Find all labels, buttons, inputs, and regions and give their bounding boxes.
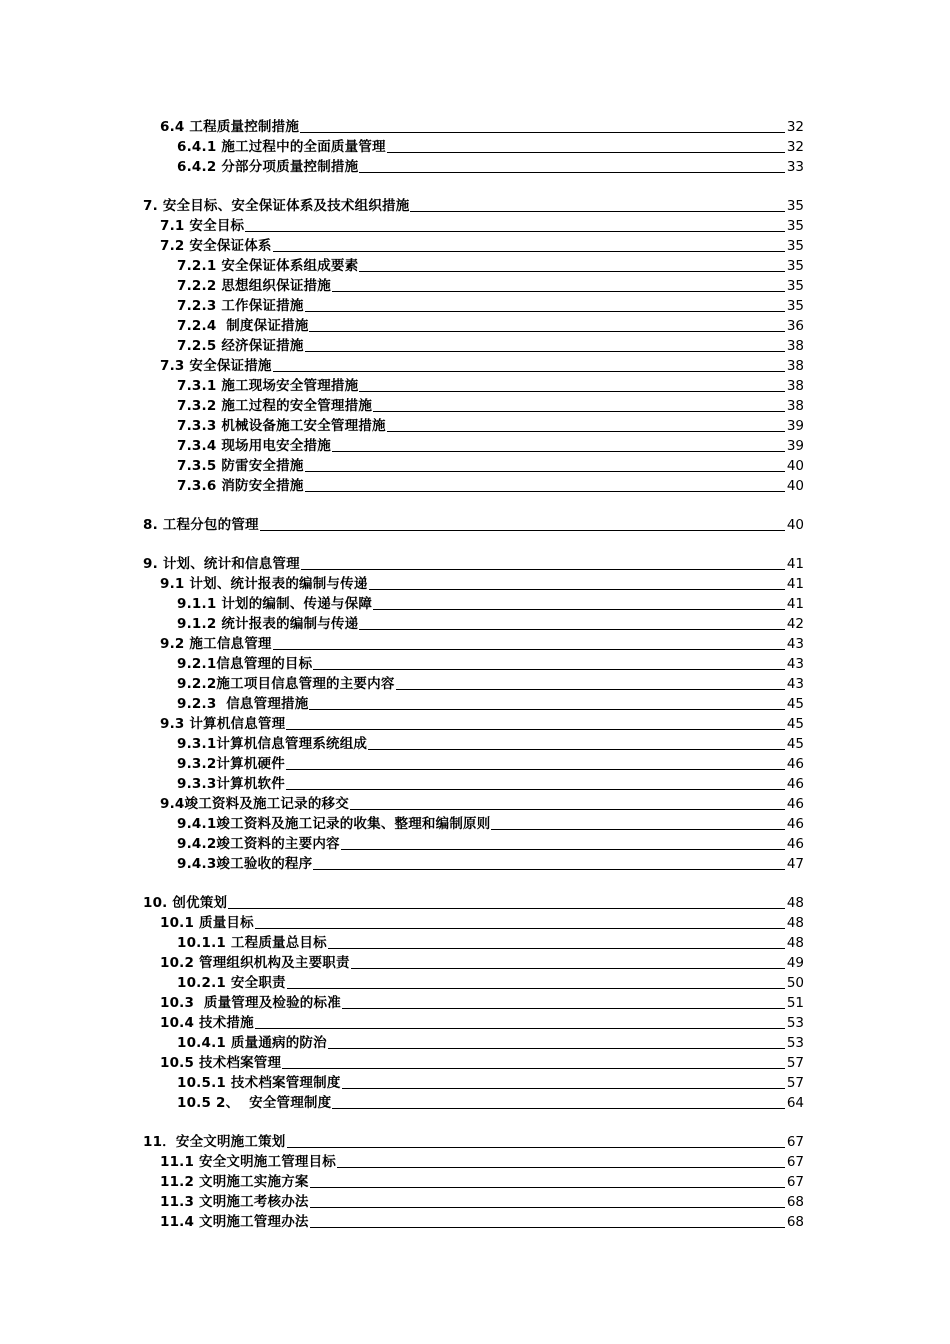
toc-page-number: 38 xyxy=(786,358,804,374)
toc-page-number: 57 xyxy=(786,1075,804,1091)
toc-leader-line xyxy=(273,649,785,650)
toc-entry-title: 7.2.3 工作保证措施 xyxy=(177,298,304,314)
toc-leader-line xyxy=(305,311,785,312)
toc-leader-line xyxy=(387,431,785,432)
toc-page-number: 35 xyxy=(786,298,804,314)
toc-entry[interactable] xyxy=(0,1150,950,1170)
toc-page-number: 32 xyxy=(786,139,804,155)
toc-entry-line xyxy=(0,1071,804,1091)
toc-entry-title: 10.4 技术措施 xyxy=(160,1015,254,1031)
toc-entry[interactable] xyxy=(0,414,950,434)
toc-entry-title: 10.5 2、 安全管理制度 xyxy=(177,1095,332,1111)
toc-leader-line xyxy=(328,948,785,949)
toc-entry[interactable] xyxy=(0,194,950,214)
toc-entry-title: 10.2.1 安全职责 xyxy=(177,975,286,991)
toc-page-number: 41 xyxy=(786,596,804,612)
toc-page-number: 43 xyxy=(786,656,804,672)
toc-entry[interactable] xyxy=(0,155,950,175)
toc-page-number: 45 xyxy=(786,716,804,732)
toc-page-number: 36 xyxy=(786,318,804,334)
toc-entry[interactable] xyxy=(0,1051,950,1071)
toc-leader-line xyxy=(260,530,785,531)
toc-entry-line xyxy=(0,394,804,414)
toc-entry-line xyxy=(0,374,804,394)
toc-entry-line xyxy=(0,1150,804,1170)
toc-entry-title: 9.3.2计算机硬件 xyxy=(177,756,285,772)
toc-leader-line xyxy=(368,749,785,750)
toc-entry[interactable] xyxy=(0,1071,950,1091)
toc-entry-title: 7.2.2 思想组织保证措施 xyxy=(177,278,331,294)
toc-entry-line xyxy=(0,971,804,991)
toc-entry[interactable] xyxy=(0,991,950,1011)
toc-page-number: 46 xyxy=(786,756,804,772)
toc-entry-line xyxy=(0,274,804,294)
toc-entry-line xyxy=(0,454,804,474)
toc-entry-line xyxy=(0,891,804,911)
toc-entry-line xyxy=(0,592,804,612)
toc-entry[interactable] xyxy=(0,1170,950,1190)
toc-entry[interactable] xyxy=(0,812,950,832)
toc-entry[interactable] xyxy=(0,712,950,732)
toc-entry-line xyxy=(0,214,804,234)
toc-leader-line xyxy=(332,1108,785,1109)
toc-page-number: 68 xyxy=(786,1214,804,1230)
toc-entry[interactable] xyxy=(0,951,950,971)
toc-entry-title: 11.3 文明施工考核办法 xyxy=(160,1194,309,1210)
toc-leader-line xyxy=(337,1167,785,1168)
toc-entry[interactable] xyxy=(0,592,950,612)
toc-leader-line xyxy=(310,1187,785,1188)
toc-entry-line xyxy=(0,931,804,951)
toc-page-number: 47 xyxy=(786,856,804,872)
toc-leader-line xyxy=(310,1207,785,1208)
toc-page-number: 35 xyxy=(786,278,804,294)
toc-leader-line xyxy=(286,769,785,770)
toc-entry[interactable] xyxy=(0,234,950,254)
toc-leader-line xyxy=(332,291,785,292)
toc-entry-line xyxy=(0,1210,804,1230)
toc-entry-line xyxy=(0,155,804,175)
toc-page-number: 64 xyxy=(786,1095,804,1111)
toc-entry[interactable] xyxy=(0,434,950,454)
toc-entry-title: 9.1 计划、统计报表的编制与传递 xyxy=(160,576,368,592)
toc-page-number: 43 xyxy=(786,636,804,652)
toc-page-number: 46 xyxy=(786,816,804,832)
toc-leader-line xyxy=(341,849,785,850)
toc-entry[interactable] xyxy=(0,911,950,931)
toc-entry-line xyxy=(0,234,804,254)
toc-page-number: 57 xyxy=(786,1055,804,1071)
toc-entry-line xyxy=(0,1091,804,1111)
toc-leader-line xyxy=(273,251,785,252)
toc-leader-line xyxy=(359,271,785,272)
toc-leader-line xyxy=(328,1048,785,1049)
toc-page-number: 41 xyxy=(786,576,804,592)
toc-entry[interactable] xyxy=(0,852,950,872)
toc-leader-line xyxy=(387,152,785,153)
toc-entry-title: 7.3.1 施工现场安全管理措施 xyxy=(177,378,359,394)
toc-entry-title: 7.3.3 机械设备施工安全管理措施 xyxy=(177,418,386,434)
toc-leader-line xyxy=(305,491,785,492)
toc-entry[interactable] xyxy=(0,214,950,234)
toc-entry-title: 11.4 文明施工管理办法 xyxy=(160,1214,309,1230)
toc-entry-line xyxy=(0,314,804,334)
toc-page-number: 46 xyxy=(786,836,804,852)
toc-page-number: 39 xyxy=(786,418,804,434)
toc-entry-title: 6.4 工程质量控制措施 xyxy=(160,119,300,135)
toc-entry[interactable] xyxy=(0,732,950,752)
toc-entry-line xyxy=(0,632,804,652)
toc-leader-line xyxy=(286,729,785,730)
toc-leader-line xyxy=(309,331,785,332)
toc-entry-line xyxy=(0,414,804,434)
toc-entry-title: 10.5.1 技术档案管理制度 xyxy=(177,1075,341,1091)
toc-leader-line xyxy=(255,928,785,929)
toc-leader-line xyxy=(359,629,785,630)
toc-entry-title: 10.4.1 质量通病的防治 xyxy=(177,1035,327,1051)
toc-entry-line xyxy=(0,752,804,772)
toc-entry-title: 10. 创优策划 xyxy=(143,895,228,911)
toc-page-number: 53 xyxy=(786,1015,804,1031)
toc-page-number: 68 xyxy=(786,1194,804,1210)
toc-leader-line xyxy=(305,351,785,352)
toc-leader-line xyxy=(342,1088,785,1089)
toc-entry-title: 7.3 安全保证措施 xyxy=(160,358,272,374)
toc-page-number: 67 xyxy=(786,1154,804,1170)
toc-entry-line xyxy=(0,951,804,971)
toc-leader-line xyxy=(491,829,785,830)
toc-entry[interactable] xyxy=(0,374,950,394)
toc-entry-title: 9.1.2 统计报表的编制与传递 xyxy=(177,616,359,632)
toc-page-number: 46 xyxy=(786,776,804,792)
toc-entry[interactable] xyxy=(0,1190,950,1210)
toc-entry-title: 9.1.1 计划的编制、传递与保障 xyxy=(177,596,373,612)
toc-page-number: 48 xyxy=(786,915,804,931)
toc-entry-line xyxy=(0,135,804,155)
toc-entry-title: 9.2 施工信息管理 xyxy=(160,636,272,652)
toc-entry-title: 7. 安全目标、安全保证体系及技术组织措施 xyxy=(143,198,410,214)
toc-entry[interactable] xyxy=(0,314,950,334)
toc-entry[interactable] xyxy=(0,552,950,572)
toc-page-number: 39 xyxy=(786,438,804,454)
toc-entry[interactable] xyxy=(0,1011,950,1031)
toc-entry[interactable] xyxy=(0,931,950,951)
toc-entry-line xyxy=(0,354,804,374)
toc-entry[interactable] xyxy=(0,334,950,354)
toc-entry[interactable] xyxy=(0,354,950,374)
toc-entry[interactable] xyxy=(0,692,950,712)
toc-page-number: 50 xyxy=(786,975,804,991)
toc-entry-title: 9.2.2施工项目信息管理的主要内容 xyxy=(177,676,395,692)
toc-page-number: 41 xyxy=(786,556,804,572)
toc-entry-line xyxy=(0,692,804,712)
toc-page-number: 42 xyxy=(786,616,804,632)
toc-entry[interactable] xyxy=(0,572,950,592)
toc-leader-line xyxy=(332,451,785,452)
toc-entry-line xyxy=(0,572,804,592)
toc-entry[interactable] xyxy=(0,752,950,772)
toc-entry[interactable] xyxy=(0,672,950,692)
toc-leader-line xyxy=(309,709,785,710)
toc-page-number: 49 xyxy=(786,955,804,971)
toc-entry-title: 7.3.2 施工过程的安全管理措施 xyxy=(177,398,373,414)
toc-leader-line xyxy=(350,809,785,810)
toc-leader-line xyxy=(359,391,785,392)
toc-entry-line xyxy=(0,991,804,1011)
toc-page-number: 35 xyxy=(786,198,804,214)
toc-entry-title: 7.2.5 经济保证措施 xyxy=(177,338,304,354)
toc-entry-line xyxy=(0,552,804,572)
toc-entry-title: 7.1 安全目标 xyxy=(160,218,245,234)
toc-page-number: 38 xyxy=(786,398,804,414)
toc-entry-line xyxy=(0,294,804,314)
toc-leader-line xyxy=(286,789,785,790)
toc-entry-title: 7.2.1 安全保证体系组成要素 xyxy=(177,258,359,274)
toc-entry-title: 11.1 安全文明施工管理目标 xyxy=(160,1154,337,1170)
toc-entry-line xyxy=(0,115,804,135)
toc-entry[interactable] xyxy=(0,1091,950,1111)
toc-entry-title: 10.5 技术档案管理 xyxy=(160,1055,282,1071)
toc-leader-line xyxy=(359,172,785,173)
toc-entry-title: 9.4.3竣工验收的程序 xyxy=(177,856,313,872)
toc-entry-title: 9.4.1竣工资料及施工记录的收集、整理和编制原则 xyxy=(177,816,491,832)
toc-leader-line xyxy=(310,1227,785,1228)
toc-entry[interactable] xyxy=(0,1130,950,1150)
toc-page-number: 38 xyxy=(786,378,804,394)
toc-leader-line xyxy=(373,609,785,610)
toc-entry-line xyxy=(0,334,804,354)
toc-leader-line xyxy=(369,589,785,590)
toc-page-number: 33 xyxy=(786,159,804,175)
toc-leader-line xyxy=(373,411,785,412)
toc-entry[interactable] xyxy=(0,612,950,632)
toc-entry-title: 10.3 质量管理及检验的标准 xyxy=(160,995,341,1011)
toc-entry-title: 7.3.4 现场用电安全措施 xyxy=(177,438,331,454)
toc-page-number: 53 xyxy=(786,1035,804,1051)
toc-entry-title: 10.1.1 工程质量总目标 xyxy=(177,935,327,951)
toc-entry-line xyxy=(0,1130,804,1150)
toc-leader-line xyxy=(282,1068,785,1069)
toc-leader-line xyxy=(410,211,785,212)
toc-entry[interactable] xyxy=(0,274,950,294)
toc-leader-line xyxy=(300,132,785,133)
toc-entry-title: 9.3.1计算机信息管理系统组成 xyxy=(177,736,368,752)
toc-entry-line xyxy=(0,1051,804,1071)
toc-entry[interactable] xyxy=(0,135,950,155)
toc-entry-line xyxy=(0,832,804,852)
toc-page-number: 40 xyxy=(786,478,804,494)
toc-entry-title: 11.2 文明施工实施方案 xyxy=(160,1174,309,1190)
toc-leader-line xyxy=(255,1028,785,1029)
toc-leader-line xyxy=(351,968,785,969)
toc-entry-line xyxy=(0,1011,804,1031)
toc-entry-line xyxy=(0,712,804,732)
toc-leader-line xyxy=(245,231,785,232)
toc-entry-line xyxy=(0,792,804,812)
toc-entry[interactable] xyxy=(0,632,950,652)
toc-entry-title: 7.3.6 消防安全措施 xyxy=(177,478,304,494)
toc-entry[interactable] xyxy=(0,792,950,812)
toc-page-number: 35 xyxy=(786,258,804,274)
toc-entry[interactable] xyxy=(0,513,950,533)
toc-entry[interactable] xyxy=(0,454,950,474)
toc-entry-title: 9.4.2竣工资料的主要内容 xyxy=(177,836,340,852)
toc-entry[interactable] xyxy=(0,1031,950,1051)
toc-entry-title: 10.1 质量目标 xyxy=(160,915,254,931)
toc-entry[interactable] xyxy=(0,971,950,991)
toc-page-number: 48 xyxy=(786,895,804,911)
toc-entry-line xyxy=(0,1190,804,1210)
toc-entry[interactable] xyxy=(0,394,950,414)
toc-entry-line xyxy=(0,612,804,632)
toc-entry-line xyxy=(0,852,804,872)
toc-entry-title: 7.2 安全保证体系 xyxy=(160,238,272,254)
toc-entry-title: 7.3.5 防雷安全措施 xyxy=(177,458,304,474)
toc-entry-line xyxy=(0,672,804,692)
toc-page-number: 40 xyxy=(786,517,804,533)
toc-page-number: 35 xyxy=(786,238,804,254)
toc-entry-line xyxy=(0,911,804,931)
toc-entry[interactable] xyxy=(0,294,950,314)
toc-page-number: 35 xyxy=(786,218,804,234)
toc-page-number: 32 xyxy=(786,119,804,135)
toc-entry-line xyxy=(0,812,804,832)
table-of-contents xyxy=(0,115,950,1230)
toc-leader-line xyxy=(396,689,785,690)
toc-entry-line xyxy=(0,772,804,792)
toc-page-number: 67 xyxy=(786,1134,804,1150)
toc-entry-title: 6.4.2 分部分项质量控制措施 xyxy=(177,159,359,175)
toc-entry-title: 7.2.4 制度保证措施 xyxy=(177,318,309,334)
toc-entry[interactable] xyxy=(0,652,950,672)
toc-page-number: 45 xyxy=(786,736,804,752)
toc-entry-title: 9. 计划、统计和信息管理 xyxy=(143,556,300,572)
toc-entry-title: 9.3 计算机信息管理 xyxy=(160,716,286,732)
toc-entry-line xyxy=(0,652,804,672)
toc-entry-title: 11．安全文明施工策划 xyxy=(143,1134,286,1150)
toc-entry-title: 9.2.3 信息管理措施 xyxy=(177,696,309,712)
toc-entry[interactable] xyxy=(0,772,950,792)
toc-leader-line xyxy=(342,1008,785,1009)
toc-page-number: 67 xyxy=(786,1174,804,1190)
toc-leader-line xyxy=(313,869,785,870)
toc-page-number: 43 xyxy=(786,676,804,692)
toc-entry-title: 10.2 管理组织机构及主要职责 xyxy=(160,955,350,971)
toc-entry-title: 8. 工程分包的管理 xyxy=(143,517,259,533)
toc-leader-line xyxy=(305,471,785,472)
toc-entry[interactable] xyxy=(0,891,950,911)
toc-page-number: 45 xyxy=(786,696,804,712)
toc-entry[interactable] xyxy=(0,254,950,274)
toc-entry-line xyxy=(0,254,804,274)
toc-leader-line xyxy=(228,908,785,909)
toc-leader-line xyxy=(287,988,785,989)
toc-entry-title: 9.2.1信息管理的目标 xyxy=(177,656,313,672)
toc-entry[interactable] xyxy=(0,115,950,135)
toc-leader-line xyxy=(313,669,785,670)
toc-entry-line xyxy=(0,474,804,494)
toc-page-number: 40 xyxy=(786,458,804,474)
toc-entry[interactable] xyxy=(0,1210,950,1230)
toc-entry-line xyxy=(0,1031,804,1051)
toc-leader-line xyxy=(301,569,785,570)
toc-entry-title: 9.4竣工资料及施工记录的移交 xyxy=(160,796,349,812)
toc-entry-line xyxy=(0,434,804,454)
toc-entry-line xyxy=(0,194,804,214)
toc-page-number: 38 xyxy=(786,338,804,354)
toc-entry-title: 6.4.1 施工过程中的全面质量管理 xyxy=(177,139,386,155)
toc-entry-line xyxy=(0,1170,804,1190)
toc-leader-line xyxy=(273,371,785,372)
toc-entry-line xyxy=(0,732,804,752)
toc-entry[interactable] xyxy=(0,832,950,852)
toc-page-number: 46 xyxy=(786,796,804,812)
toc-entry-line xyxy=(0,513,804,533)
toc-page-number: 51 xyxy=(786,995,804,1011)
toc-entry-title: 9.3.3计算机软件 xyxy=(177,776,285,792)
toc-entry[interactable] xyxy=(0,474,950,494)
toc-leader-line xyxy=(287,1147,786,1148)
toc-page-number: 48 xyxy=(786,935,804,951)
